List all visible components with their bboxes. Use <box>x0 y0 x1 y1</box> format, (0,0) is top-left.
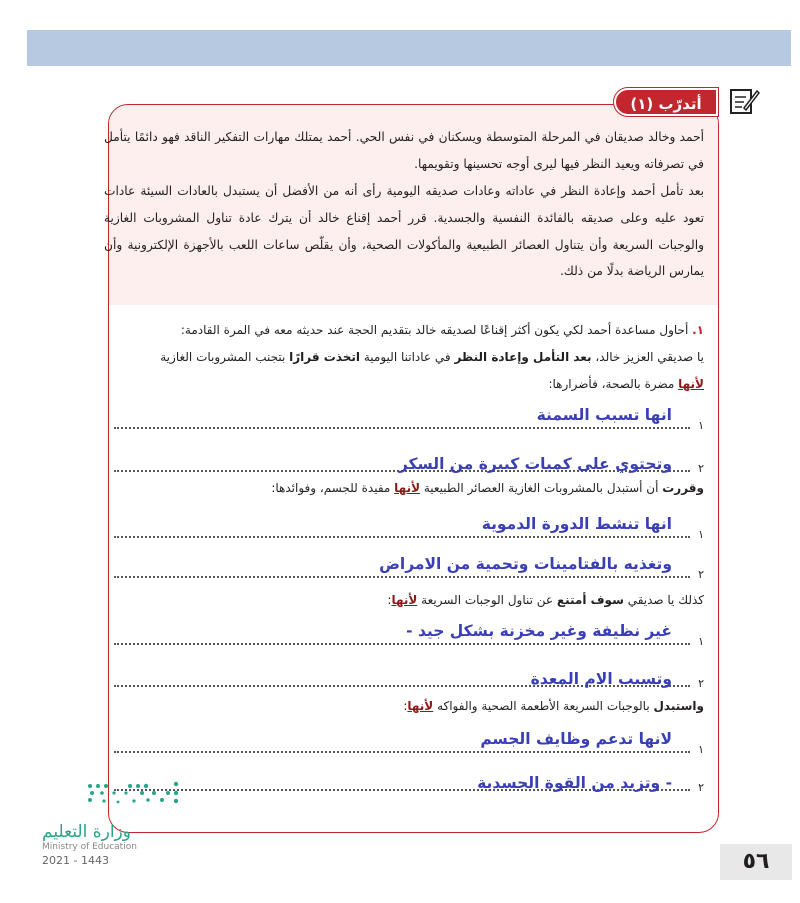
academic-year: 2021 - 1443 <box>42 854 109 867</box>
question-number: ١. <box>692 323 704 337</box>
argument-line-1: يا صديقي العزيز خالد، بعد التأمل وإعادة النظر في عاداتنا اليومية اتخذت قرارًا بتجنب المشروبات الغازية <box>160 350 704 364</box>
page-number: ٥٦ <box>720 844 792 880</box>
answer-field[interactable]: ٢ وتغذيه بالفتامينات وتحمية من الامراض <box>114 551 704 581</box>
answer-field[interactable]: ١ انها تنشط الدورة الدموية <box>114 511 704 541</box>
argument-line-3: وقررت أن أستبدل بالمشروبات الغازية العصائر الطبيعية لأنها مفيدة للجسم، وفوائدها: <box>271 481 704 495</box>
question-text <box>114 323 704 337</box>
ministry-name-arabic: وزارة التعليم <box>42 822 131 842</box>
answer-field[interactable]: ٢ وتسبب الام المعدة <box>114 660 704 690</box>
answer-field[interactable]: ١ لانها تدعم وظايف الجسم <box>114 726 704 756</box>
answer-field[interactable]: ٢ - وتزيد من القوة الجسدية <box>114 764 704 794</box>
ministry-logo <box>42 780 182 870</box>
argument-line-4: كذلك يا صديقي سوف أمتنع عن تناول الوجبات السريعة لأنها: <box>387 593 704 607</box>
answer-field[interactable]: ١ غير نظيفة وغير مخزنة بشكل جيد - <box>114 618 704 648</box>
logo-dots-icon <box>42 780 182 810</box>
top-banner <box>27 30 791 66</box>
intro-paragraph-1: أحمد وخالد صديقان في المرحلة المتوسطة ويسكنان في نفس الحي. أحمد يمتلك مهارات التفكير الناقد فهو دائمًا يتأمل في تصرفاته ويعيد النظر فيها ليرى أوجه تحسينها وتقويمها. <box>104 130 704 171</box>
answer-field[interactable]: ٢ وتحتوي على كميات كبيرة من السكر <box>114 445 704 475</box>
answer-field[interactable]: ١ انها تسبب السمنة <box>114 402 704 432</box>
exercise-title: أتدرّب (١) <box>614 88 718 116</box>
ministry-name-english: Ministry of Education <box>42 842 137 852</box>
argument-line-2: لأنها مضرة بالصحة، فأضرارها: <box>548 377 704 391</box>
intro-paragraph-2: بعد تأمل أحمد وإعادة النظر في عاداته وعادات صديقه اليومية رأى أنه من الأفضل أن يستبدل بالعادات السيئة عادات تعود عليه وعلى صديقه بالفائدة النفسية والجسدية. قرر أحمد إقناع خالد أن يترك عادة تناول المشروبات الغازية والوجبات السريعة وأن يتناول العصائر الطبيعية والمأكولات الصحية، وأن يقلّص ساعات اللعب بالأجهزة الإلكترونية وأن يمارس الرياضة بدلًا من ذلك. <box>104 184 704 279</box>
exercise-notepad-icon <box>728 86 760 116</box>
argument-line-5: واستبدل بالوجبات السريعة الأطعمة الصحية والفواكه لأنها: <box>403 699 704 713</box>
question-prompt: أحاول مساعدة أحمد لكي يكون أكثر إقناعًا لصديقه خالد بتقديم الحجة عند حديثه معه في المرة القادمة: <box>180 323 689 337</box>
